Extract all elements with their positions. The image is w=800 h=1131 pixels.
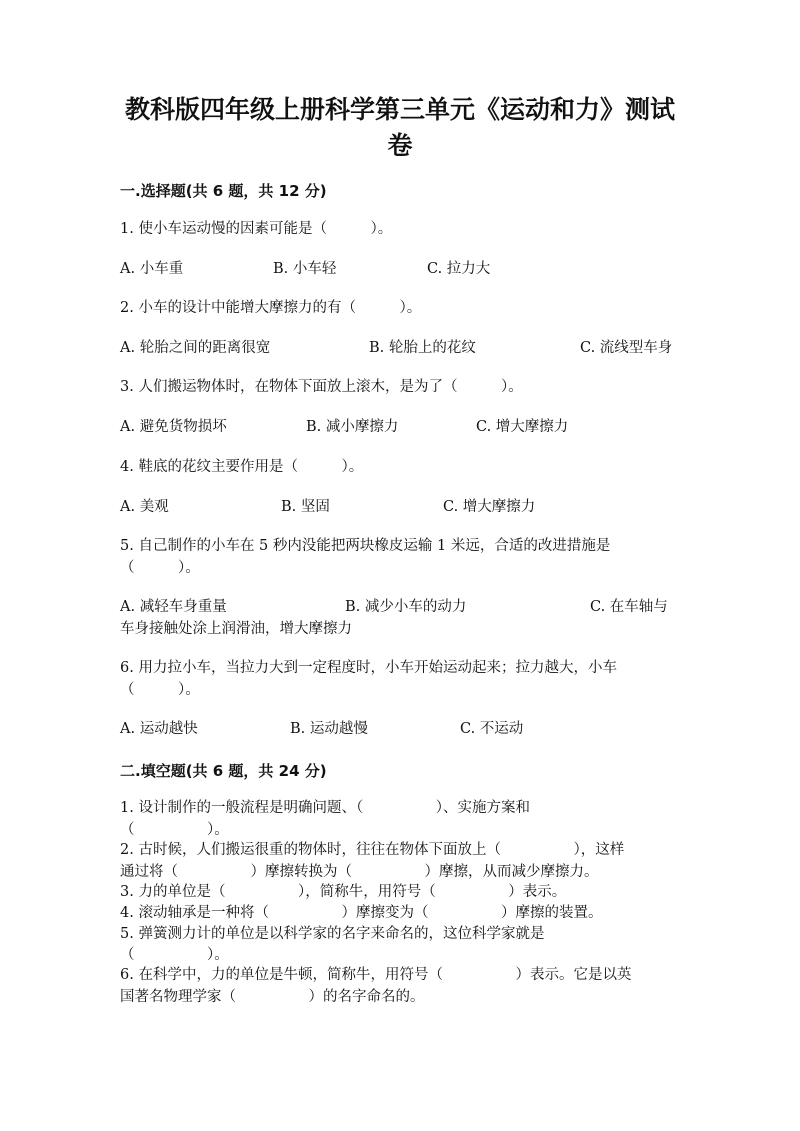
- question-5-option-c: C. 在车轴与: [590, 599, 668, 615]
- question-1-option-c: C. 拉力大: [427, 261, 491, 277]
- question-6-option-c: C. 不运动: [460, 721, 524, 737]
- fill-line-2: （ ）。: [120, 822, 229, 838]
- question-2-stem: 2. 小车的设计中能增大摩擦力的有（ ）。: [120, 300, 422, 316]
- question-5-option-b: B. 减少小车的动力: [345, 599, 467, 615]
- question-6-option-b: B. 运动越慢: [290, 721, 368, 737]
- fill-line-3: 2. 古时候，人们搬运很重的物体时，往往在物体下面放上（ ），这样: [120, 842, 625, 858]
- question-3-stem: 3. 人们搬运物体时，在物体下面放上滚木，是为了（ ）。: [120, 379, 523, 395]
- fill-line-7: 5. 弹簧测力计的单位是以科学家的名字来命名的，这位科学家就是: [120, 926, 545, 942]
- question-4-option-b: B. 坚固: [281, 499, 330, 515]
- fill-line-1: 1. 设计制作的一般流程是明确问题、（ ）、实施方案和: [120, 800, 530, 816]
- question-2-option-a: A. 轮胎之间的距离很宽: [120, 340, 271, 356]
- question-6-stem-line-1: 6. 用力拉小车，当拉力大到一定程度时，小车开始运动起来；拉力越大，小车: [120, 660, 617, 676]
- question-6-stem-line-2: （ ）。: [120, 682, 200, 698]
- question-4-option-c: C. 增大摩擦力: [443, 499, 536, 515]
- section-heading-fill-in: 二.填空题(共 6 题，共 24 分): [120, 762, 327, 780]
- question-1-stem: 1. 使小车运动慢的因素可能是（ ）。: [120, 221, 393, 237]
- question-5-option-c-continued: 车身接触处涂上润滑油，增大摩擦力: [120, 621, 352, 637]
- question-3-option-c: C. 增大摩擦力: [476, 419, 569, 435]
- question-1-option-a: A. 小车重: [120, 261, 184, 277]
- fill-line-10: 国著名物理学家（ ）的名字命名的。: [120, 989, 425, 1005]
- fill-line-6: 4. 滚动轴承是一种将（ ）摩擦变为（ ）摩擦的装置。: [120, 905, 603, 921]
- fill-line-8: （ ）。: [120, 947, 229, 963]
- question-4-option-a: A. 美观: [120, 499, 169, 515]
- question-1-option-b: B. 小车轻: [273, 261, 337, 277]
- question-3-option-a: A. 避免货物损坏: [120, 419, 227, 435]
- document-title: [100, 92, 700, 164]
- question-5-stem-line-2: （ ）。: [120, 560, 200, 576]
- question-5-option-a: A. 减轻车身重量: [120, 599, 227, 615]
- question-2-option-c: C. 流线型车身: [580, 340, 673, 356]
- title-line-2: 卷: [387, 131, 413, 160]
- question-3-option-b: B. 减小摩擦力: [306, 419, 399, 435]
- question-4-stem: 4. 鞋底的花纹主要作用是（ ）。: [120, 459, 364, 475]
- question-5-stem-line-1: 5. 自己制作的小车在 5 秒内没能把两块橡皮运输 1 米远，合适的改进措施是: [120, 538, 611, 554]
- fill-line-5: 3. 力的单位是（ ），简称牛，用符号（ ）表示。: [120, 884, 567, 900]
- fill-line-9: 6. 在科学中，力的单位是牛顿，简称牛，用符号（ ）表示。它是以英: [120, 967, 632, 983]
- question-2-option-b: B. 轮胎上的花纹: [369, 340, 476, 356]
- section-heading-choice: 一.选择题(共 6 题，共 12 分): [120, 182, 327, 200]
- question-6-option-a: A. 运动越快: [120, 721, 198, 737]
- title-line-1: 教科版四年级上册科学第三单元《运动和力》测试: [124, 95, 675, 124]
- fill-line-4: 通过将（ ）摩擦转换为（ ）摩擦，从而减少摩擦力。: [120, 864, 599, 880]
